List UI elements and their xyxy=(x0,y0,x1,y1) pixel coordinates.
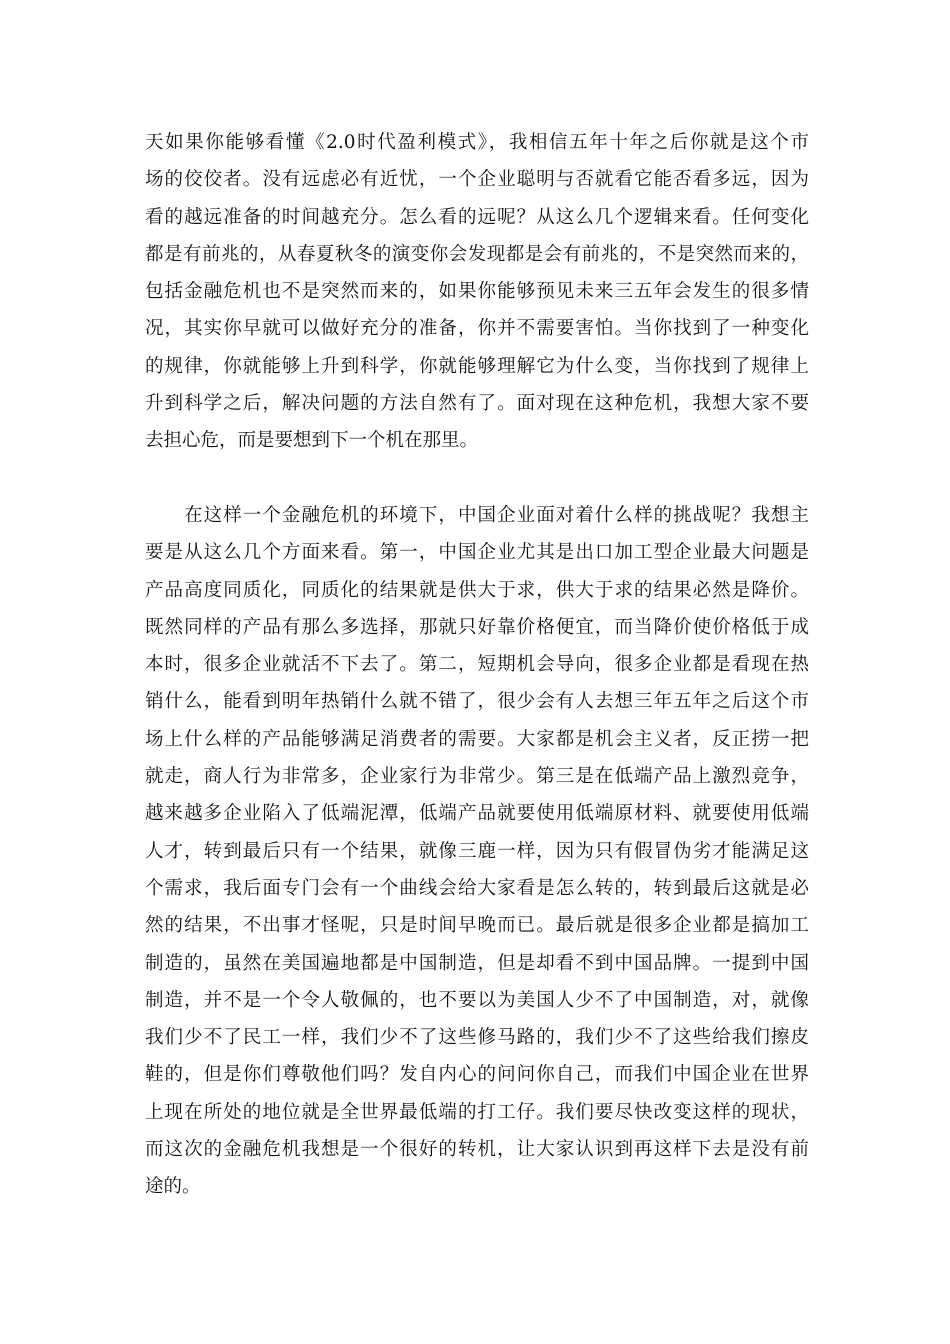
text-line: 就走，商人行为非常多，企业家行为非常少。第三是在低端产品上激烈竞争， xyxy=(145,766,809,788)
text-line: 销什么，能看到明年热销什么就不错了，很少会有人去想三年五年之后这个市 xyxy=(145,691,809,713)
paragraph-1 xyxy=(145,124,809,460)
text-line: 看的越远准备的时间越充分。怎么看的远呢？从这么几个逻辑来看。任何变化 xyxy=(145,206,809,228)
text-line: 天如果你能够看懂《2.0时代盈利模式》，我相信五年十年之后你就是这个市 xyxy=(145,132,809,153)
text-line: 越来越多企业陷入了低端泥潭，低端产品就要使用低端原材料、就要使用低端 xyxy=(145,803,809,825)
text-line: 制造，并不是一个令人敬佩的，也不要以为美国人少不了中国制造，对，就像 xyxy=(145,989,809,1011)
text-line: 人才，转到最后只有一个结果，就像三鹿一样，因为只有假冒伪劣才能满足这 xyxy=(145,840,809,862)
paragraph-2 xyxy=(145,497,809,1206)
text-line: 我们少不了民工一样，我们少不了这些修马路的，我们少不了这些给我们擦皮 xyxy=(145,1027,809,1049)
text-line: 都是有前兆的，从春夏秋冬的演变你会发现都是会有前兆的，不是突然而来的， xyxy=(145,243,809,265)
text-line: 要是从这么几个方面来看。第一，中国企业尤其是出口加工型企业最大问题是 xyxy=(145,542,809,564)
text-line: 而这次的金融危机我想是一个很好的转机，让大家认识到再这样下去是没有前 xyxy=(145,1139,809,1161)
text-line: 产品高度同质化，同质化的结果就是供大于求，供大于求的结果必然是降价。 xyxy=(145,579,809,601)
text-line: 途的。 xyxy=(145,1176,201,1198)
text-line: 去担心危，而是要想到下一个机在那里。 xyxy=(145,430,479,452)
paragraph-gap xyxy=(145,460,809,497)
text-line: 况，其实你早就可以做好充分的准备，你并不需要害怕。当你找到了一种变化 xyxy=(145,318,809,340)
text-line: 制造的，虽然在美国遍地都是中国制造，但是却看不到中国品牌。一提到中国 xyxy=(145,952,809,974)
text-line: 升到科学之后，解决问题的方法自然有了。面对现在这种危机，我想大家不要 xyxy=(145,393,809,415)
text-line: 鞋的，但是你们尊敬他们吗？发自内心的问问你自己，而我们中国企业在世界 xyxy=(145,1064,809,1086)
text-line: 场上什么样的产品能够满足消费者的需要。大家都是机会主义者，反正捞一把 xyxy=(145,728,809,750)
text-line: 场的佼佼者。没有远虑必有近忧，一个企业聪明与否就看它能否看多远，因为 xyxy=(145,169,809,191)
text-line: 然的结果，不出事才怪呢，只是时间早晚而已。最后就是很多企业都是搞加工 xyxy=(145,915,809,937)
text-line: 本时，很多企业就活不下去了。第二，短期机会导向，很多企业都是看现在热 xyxy=(145,654,809,676)
text-line: 个需求，我后面专门会有一个曲线会给大家看是怎么转的，转到最后这就是必 xyxy=(145,877,809,899)
text-line: 包括金融危机也不是突然而来的，如果你能够预见未来三五年会发生的很多情 xyxy=(145,281,809,303)
text-line: 既然同样的产品有那么多选择，那就只好靠价格便宜，而当降价使价格低于成 xyxy=(145,616,809,638)
document-body xyxy=(145,124,809,1206)
text-line: 在这样一个金融危机的环境下，中国企业面对着什么样的挑战呢？我想主 xyxy=(145,504,809,526)
text-line: 的规律，你就能够上升到科学，你就能够理解它为什么变，当你找到了规律上 xyxy=(145,355,809,377)
text-line: 上现在所处的地位就是全世界最低端的打工仔。我们要尽快改变这样的现状， xyxy=(145,1101,809,1123)
